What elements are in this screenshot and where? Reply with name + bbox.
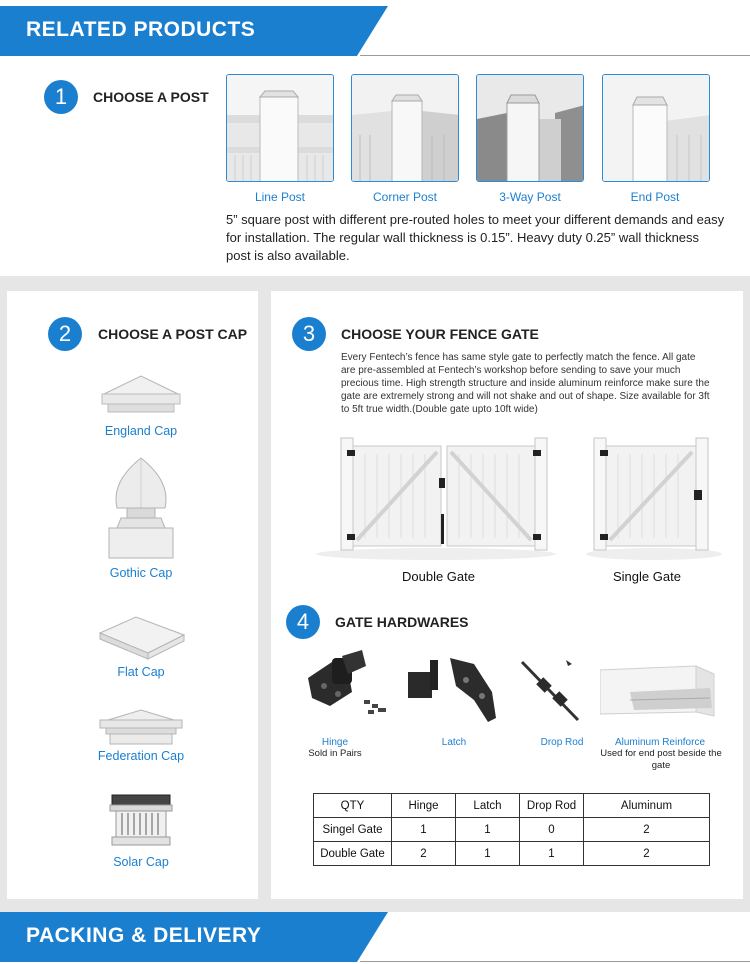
single-gate-image xyxy=(584,434,724,562)
table-cell: 2 xyxy=(584,842,710,866)
corner-post-image xyxy=(351,74,459,182)
drop-rod-label: Drop Rod xyxy=(540,737,584,748)
packing-delivery-banner xyxy=(0,912,750,962)
table-cell: 2 xyxy=(584,818,710,842)
step-1-title: CHOOSE A POST xyxy=(93,89,209,105)
aluminum-reinforce-note: Used for end post beside the gate xyxy=(600,748,722,771)
table-header-cell: QTY xyxy=(314,794,392,818)
end-post-label: End Post xyxy=(630,190,680,204)
gothic-cap-image xyxy=(103,456,179,560)
step-4-title: GATE HARDWARES xyxy=(335,614,469,630)
single-gate-label: Single Gate xyxy=(613,569,681,584)
step-1-badge: 1 xyxy=(44,80,78,114)
step-4-badge: 4 xyxy=(286,605,320,639)
flat-cap-label: Flat Cap xyxy=(117,665,165,679)
line-post-image xyxy=(226,74,334,182)
gothic-cap-label: Gothic Cap xyxy=(109,566,173,580)
table-cell: 1 xyxy=(456,818,520,842)
line-post-label: Line Post xyxy=(254,190,306,204)
gate-description: Every Fentech’s fence has same style gate to perfectly match the fence. All gate are pre-assembled at Fentech’s workshop before sending to save your much precious time. High strength structure and inside aluminum reinforce make sure the gate are extremely strong and will not shake and out of shape. Size available for 3ft to 5ft true width.(Double gate upto 10ft wide) xyxy=(341,352,710,415)
table-cell: 0 xyxy=(520,818,584,842)
three-way-post-label: 3-Way Post xyxy=(499,190,561,204)
packing-delivery-title: PACKING & DELIVERY xyxy=(26,924,262,947)
table-cell: Double Gate xyxy=(314,842,392,866)
aluminum-reinforce-label: Aluminum Reinforce xyxy=(614,737,706,748)
table-header-cell: Aluminum xyxy=(584,794,710,818)
flat-cap-image xyxy=(96,613,186,661)
end-post-image xyxy=(602,74,710,182)
related-products-banner xyxy=(0,6,750,56)
table-cell: 2 xyxy=(392,842,456,866)
banner-rule xyxy=(360,55,750,56)
table-header-cell: Drop Rod xyxy=(520,794,584,818)
corner-post-label: Corner Post xyxy=(372,190,438,204)
hinge-image xyxy=(302,648,392,722)
hinge-label: Hinge xyxy=(321,737,349,748)
solar-cap-label: Solar Cap xyxy=(113,855,169,869)
step-3-badge: 3 xyxy=(292,317,326,351)
hardware-quantity-table xyxy=(313,793,710,866)
drop-rod-image xyxy=(514,656,584,726)
three-way-post-image xyxy=(476,74,584,182)
table-cell: 1 xyxy=(520,842,584,866)
post-description: 5” square post with different pre-routed holes to meet your different demands and easy for installation. The regular wall thickness is 0.15”. Heavy duty 0.25” wall thickness post is also available. xyxy=(226,212,725,263)
table-cell: 1 xyxy=(456,842,520,866)
banner-rule xyxy=(360,961,750,962)
step-2-title: CHOOSE A POST CAP xyxy=(98,326,248,342)
england-cap-label: England Cap xyxy=(104,424,178,438)
double-gate-image xyxy=(313,434,559,562)
double-gate-label: Double Gate xyxy=(402,569,475,584)
table-cell: Singel Gate xyxy=(314,818,392,842)
federation-cap-image xyxy=(96,708,186,748)
related-products-title: RELATED PRODUCTS xyxy=(26,18,256,41)
latch-image xyxy=(404,652,504,724)
step-2-badge: 2 xyxy=(48,317,82,351)
solar-cap-image xyxy=(108,793,174,849)
table-header-cell: Hinge xyxy=(392,794,456,818)
hinge-note: Sold in Pairs xyxy=(308,748,362,759)
table-cell: 1 xyxy=(392,818,456,842)
latch-label: Latch xyxy=(441,737,467,748)
table-header-row xyxy=(314,794,710,818)
table-header-cell: Latch xyxy=(456,794,520,818)
table-row xyxy=(314,842,710,866)
federation-cap-label: Federation Cap xyxy=(97,749,185,763)
aluminum-reinforce-image xyxy=(600,664,716,720)
step-3-title: CHOOSE YOUR FENCE GATE xyxy=(341,326,539,342)
england-cap-image xyxy=(98,374,184,416)
table-row xyxy=(314,818,710,842)
